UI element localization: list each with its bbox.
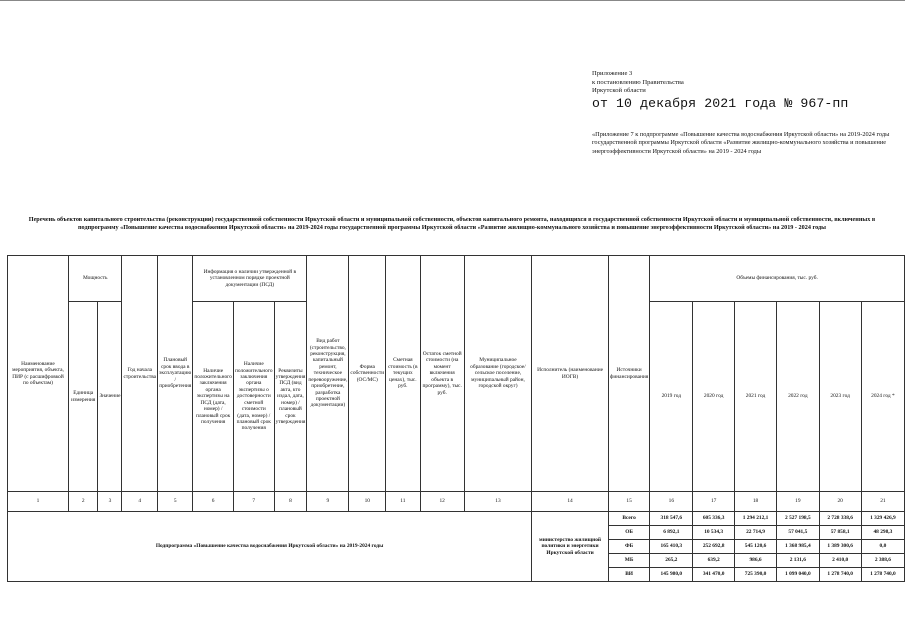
funding-value: 1 389 300,6 [819, 540, 861, 554]
col-number: 19 [777, 492, 819, 512]
col-number: 5 [158, 492, 193, 512]
funding-value: 2 410,0 [819, 554, 861, 568]
funding-value: 145 980,0 [650, 568, 693, 582]
col-psd-conclusion-header: Наличие положительного заключения органа экспертизы на ПСД (дата, номер) / плановый срок получения [193, 302, 234, 492]
col-number: 12 [420, 492, 464, 512]
col-year-2019-header: 2019 год [650, 302, 693, 492]
col-number: 4 [122, 492, 158, 512]
funding-value: 2 131,6 [777, 554, 819, 568]
funding-value: 1 099 040,0 [777, 568, 819, 582]
funding-source: МБ [608, 554, 649, 568]
col-number: 11 [386, 492, 420, 512]
funding-source: Всего [608, 512, 649, 526]
col-psd-estimate-header: Наличие положительного заключения органа экспертизы о достоверности сметной стоимости (дата, номер) / плановый срок получения [233, 302, 274, 492]
subprogram-title: Подпрограмма «Повышение качества водоснабжения Иркутской области» на 2019-2024 годы [8, 512, 532, 582]
col-number: 17 [693, 492, 734, 512]
col-number: 3 [98, 492, 122, 512]
col-executor-header: Исполнитель (наименование ИОГВ) [532, 256, 609, 492]
col-name-header: Наименование мероприятия, объекта, ПИР (с расшифровкой по объектам) [8, 256, 69, 492]
col-number: 9 [307, 492, 349, 512]
col-number: 2 [68, 492, 97, 512]
funding-value: 1 278 740,0 [819, 568, 861, 582]
decree-date-number: от 10 декабря 2021 года № 967-пп [592, 96, 849, 111]
col-start-year-header: Год начала строительства [122, 256, 158, 492]
col-year-2020-header: 2020 год [693, 302, 734, 492]
funding-row-total [8, 512, 905, 526]
col-year-2021-header: 2021 год [734, 302, 776, 492]
funding-value: 341 470,0 [693, 568, 734, 582]
appendix-7-heading: «Приложение 7 к подпрограмме «Повышение качества водоснабжения Иркутской области» на 2019-2024 годы государственной программы Иркутской области «Развитие жилищно-коммунального хозяйства и повышение энергоэффективности Иркутской области» на 2019 - 2024 годы [592, 131, 890, 155]
col-municipality-header: Муниципальное образование (городское/сельское поселение, муниципальный район, городской округ) [464, 256, 531, 492]
funding-value: 1 294 212,1 [734, 512, 776, 526]
col-number: 10 [349, 492, 386, 512]
column-number-row [8, 492, 905, 512]
funding-value: 1 278 740,0 [861, 568, 904, 582]
col-number: 6 [193, 492, 234, 512]
funding-value: 57 858,1 [819, 526, 861, 540]
col-work-type-header: Вид работ (строительство, реконструкция, капитальный ремонт, техническое перевооружение, приобретение, разработка проектной документации) [307, 256, 349, 492]
col-sources-header: Источники финансирования [608, 256, 649, 492]
funding-value: 2 388,6 [861, 554, 904, 568]
funding-value: 986,6 [734, 554, 776, 568]
col-funding-group-header: Объемы финансирования, тыс. руб. [650, 256, 905, 302]
funding-value: 265,2 [650, 554, 693, 568]
funding-value: 6 892,1 [650, 526, 693, 540]
appendix-3-heading: Приложение 3 к постановлению Правительства Иркутской области [592, 70, 684, 95]
funding-value: 10 534,3 [693, 526, 734, 540]
funding-value: 2 527 198,5 [777, 512, 819, 526]
funding-source: ВИ [608, 568, 649, 582]
funding-source: ФБ [608, 540, 649, 554]
col-number: 15 [608, 492, 649, 512]
col-number: 13 [464, 492, 531, 512]
col-number: 7 [233, 492, 274, 512]
col-period-header: Плановый срок ввода в эксплуатацию / приобретения [158, 256, 193, 492]
funding-value: 639,2 [693, 554, 734, 568]
funding-value: 1 368 985,4 [777, 540, 819, 554]
document-title: Перечень объектов капитального строительства (реконструкции) государственной собственности Иркутской области и муниципальной собственности, объектов капитального ремонта, находящихся в государственной собственности Иркутской области и муниципальной собственности, включенных в подпрограмму «Повышение качества водоснабжения Иркутской области» на 2019-2024 годы государственной программы Иркутской области «Развитие жилищно-коммунального хозяйства и повышение энергоэффективности Иркутской области» на 2019 - 2024 годы [28, 216, 876, 232]
col-psd-group-header: Информация о наличии утвержденной в установленном порядке проектной документации (ПСД) [193, 256, 307, 302]
funding-value: 1 329 426,9 [861, 512, 904, 526]
funding-value: 48 298,3 [861, 526, 904, 540]
funding-value: 22 714,9 [734, 526, 776, 540]
funding-value: 725 390,0 [734, 568, 776, 582]
col-year-2024-header: 2024 год * [861, 302, 904, 492]
funding-value: 0,0 [861, 540, 904, 554]
funding-source: ОБ [608, 526, 649, 540]
col-number: 8 [274, 492, 307, 512]
col-estimate-header: Сметная стоимость (в текущих ценах), тыс. руб. [386, 256, 420, 492]
col-unit-header: Единица измерения [68, 302, 97, 492]
col-capacity-header: Мощность [68, 256, 122, 302]
funding-value: 318 547,6 [650, 512, 693, 526]
col-value-header: Значение [98, 302, 122, 492]
col-number: 14 [532, 492, 609, 512]
col-remainder-header: Остаток сметной стоимости (на момент включения объекта в программу), тыс. руб. [420, 256, 464, 492]
funding-value: 165 410,3 [650, 540, 693, 554]
funding-value: 57 041,5 [777, 526, 819, 540]
funding-value: 252 692,8 [693, 540, 734, 554]
col-number: 20 [819, 492, 861, 512]
col-number: 1 [8, 492, 69, 512]
funding-value: 545 120,6 [734, 540, 776, 554]
col-psd-approval-header: Реквизиты утверждения ПСД (вид акта, кто издал, дата, номер) / плановый срок утверждения [274, 302, 307, 492]
col-year-2022-header: 2022 год [777, 302, 819, 492]
subprogram-executor: министерство жилищной политики и энергетики Иркутской области [532, 512, 609, 582]
col-number: 16 [650, 492, 693, 512]
funding-value: 605 336,3 [693, 512, 734, 526]
scan-top-edge [0, 0, 905, 1]
objects-table [7, 255, 905, 582]
col-ownership-header: Форма собственности (ОС/МС) [349, 256, 386, 492]
col-year-2023-header: 2023 год [819, 302, 861, 492]
col-number: 21 [861, 492, 904, 512]
funding-value: 2 728 338,6 [819, 512, 861, 526]
col-number: 18 [734, 492, 776, 512]
